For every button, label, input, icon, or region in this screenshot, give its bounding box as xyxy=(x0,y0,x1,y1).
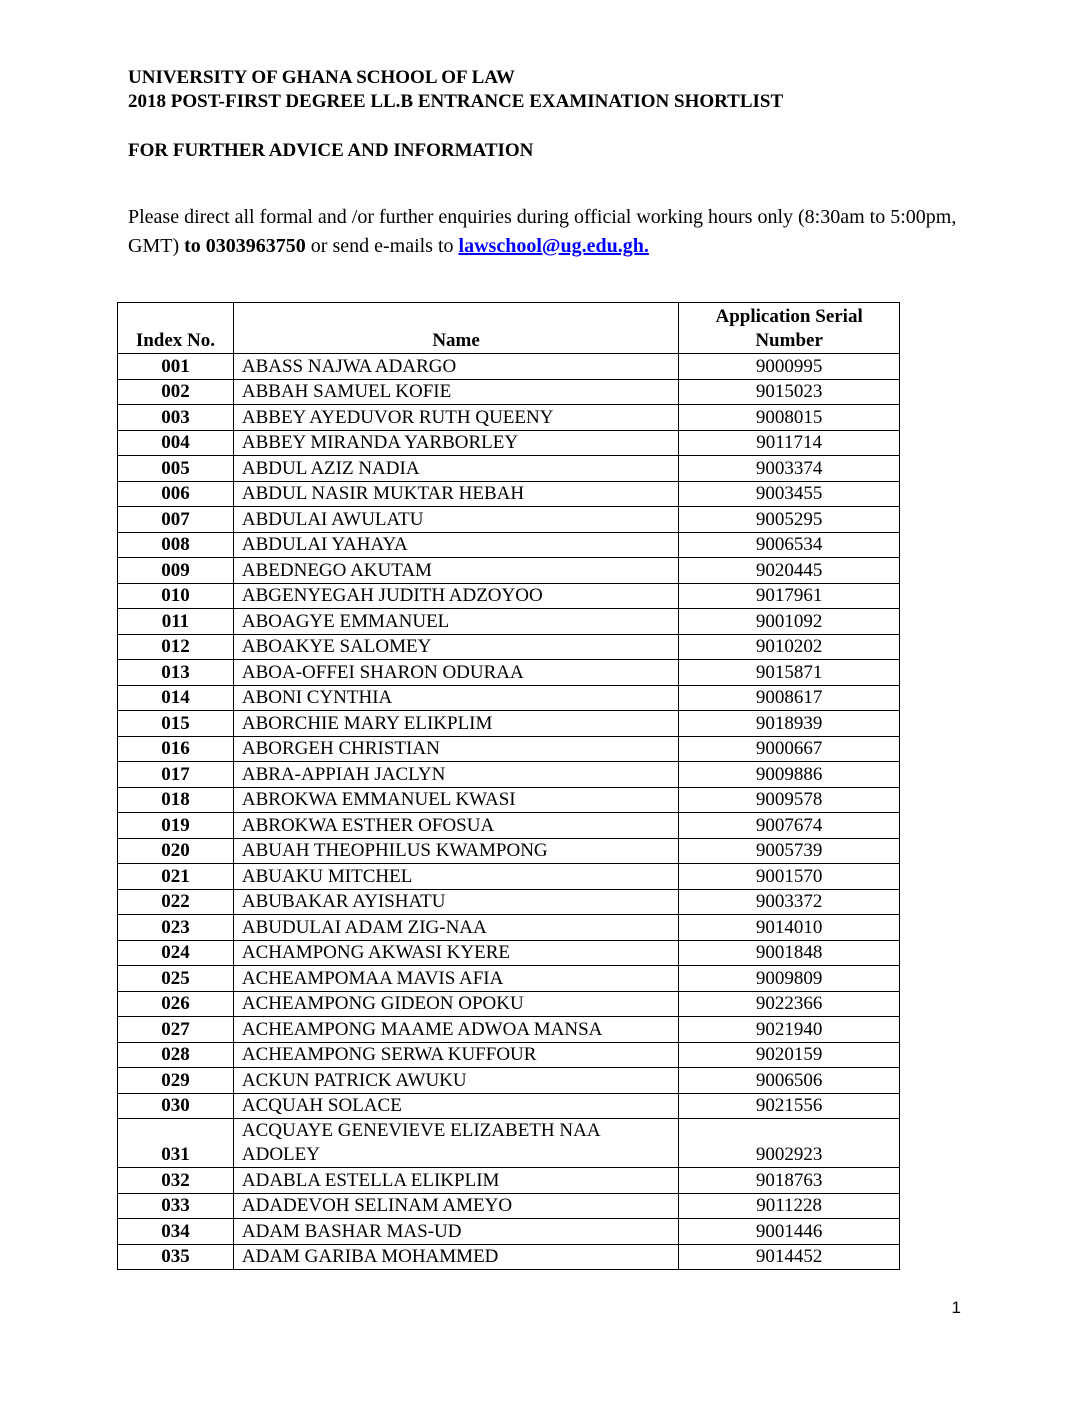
row-index: 008 xyxy=(118,532,234,558)
row-serial: 9020445 xyxy=(679,558,900,584)
row-name: ABOAGYE EMMANUEL xyxy=(233,609,678,635)
row-index: 019 xyxy=(118,813,234,839)
row-serial: 9003372 xyxy=(679,889,900,915)
row-index: 013 xyxy=(118,660,234,686)
document-subtitle: 2018 POST-FIRST DEGREE LL.B ENTRANCE EXAMINATION SHORTLIST xyxy=(128,91,784,112)
table-row xyxy=(118,711,900,737)
row-index: 031 xyxy=(118,1119,234,1168)
row-serial: 9018939 xyxy=(679,711,900,737)
row-serial: 9011228 xyxy=(679,1193,900,1219)
row-name: ACHEAMPONG MAAME ADWOA MANSA xyxy=(233,1017,678,1043)
row-name: ABASS NAJWA ADARGO xyxy=(233,354,678,380)
row-name: ACHEAMPONG GIDEON OPOKU xyxy=(233,991,678,1017)
table-row xyxy=(118,1119,900,1168)
row-name: ABUAH THEOPHILUS KWAMPONG xyxy=(233,838,678,864)
row-index: 023 xyxy=(118,915,234,941)
row-serial: 9009578 xyxy=(679,787,900,813)
phone-number: to 0303963750 xyxy=(184,235,306,257)
row-index: 016 xyxy=(118,736,234,762)
row-serial: 9009886 xyxy=(679,762,900,788)
row-name: ABORGEH CHRISTIAN xyxy=(233,736,678,762)
row-index: 028 xyxy=(118,1042,234,1068)
row-index: 010 xyxy=(118,583,234,609)
row-name: ABUAKU MITCHEL xyxy=(233,864,678,890)
row-serial: 9003374 xyxy=(679,456,900,482)
row-serial: 9018763 xyxy=(679,1168,900,1194)
row-serial: 9005295 xyxy=(679,507,900,533)
row-name: ADAM GARIBA MOHAMMED xyxy=(233,1244,678,1270)
column-header-serial: Application Serial Number xyxy=(679,303,900,354)
row-serial: 9015023 xyxy=(679,379,900,405)
row-index: 004 xyxy=(118,430,234,456)
table-row xyxy=(118,430,900,456)
row-name: ACHEAMPOMAA MAVIS AFIA xyxy=(233,966,678,992)
row-serial: 9000667 xyxy=(679,736,900,762)
row-name: ABORCHIE MARY ELIKPLIM xyxy=(233,711,678,737)
row-name: ABROKWA EMMANUEL KWASI xyxy=(233,787,678,813)
row-serial: 9008617 xyxy=(679,685,900,711)
row-name: ABOA-OFFEI SHARON ODURAA xyxy=(233,660,678,686)
row-index: 034 xyxy=(118,1219,234,1245)
row-serial: 9001446 xyxy=(679,1219,900,1245)
table-row xyxy=(118,915,900,941)
row-name: ABROKWA ESTHER OFOSUA xyxy=(233,813,678,839)
row-index: 029 xyxy=(118,1068,234,1094)
enquiry-text: Please direct all formal and /or further enquiries during official working hours only (8:30am to 5:00pm, GMT) xyxy=(128,206,957,257)
row-serial: 9002923 xyxy=(679,1119,900,1168)
page-number: 1 xyxy=(951,1298,961,1317)
table-row xyxy=(118,1068,900,1094)
row-index: 003 xyxy=(118,405,234,431)
shortlist-table xyxy=(117,302,900,1270)
row-index: 026 xyxy=(118,991,234,1017)
row-name: ABRA-APPIAH JACLYN xyxy=(233,762,678,788)
row-serial: 9006506 xyxy=(679,1068,900,1094)
row-serial: 9009809 xyxy=(679,966,900,992)
row-serial: 9008015 xyxy=(679,405,900,431)
row-serial: 9014010 xyxy=(679,915,900,941)
table-row xyxy=(118,532,900,558)
table-row xyxy=(118,507,900,533)
enquiry-paragraph xyxy=(128,203,958,261)
row-name: ABDUL NASIR MUKTAR HEBAH xyxy=(233,481,678,507)
row-name: ABBEY AYEDUVOR RUTH QUEENY xyxy=(233,405,678,431)
row-index: 015 xyxy=(118,711,234,737)
row-name: ABEDNEGO AKUTAM xyxy=(233,558,678,584)
document-title: UNIVERSITY OF GHANA SCHOOL OF LAW xyxy=(128,67,515,88)
row-name: ABDULAI AWULATU xyxy=(233,507,678,533)
row-name: ABBAH SAMUEL KOFIE xyxy=(233,379,678,405)
table-row xyxy=(118,481,900,507)
row-serial: 9020159 xyxy=(679,1042,900,1068)
row-serial: 9017961 xyxy=(679,583,900,609)
row-index: 006 xyxy=(118,481,234,507)
row-serial: 9001570 xyxy=(679,864,900,890)
row-name: ABDUL AZIZ NADIA xyxy=(233,456,678,482)
column-header-index: Index No. xyxy=(118,303,234,354)
row-index: 033 xyxy=(118,1193,234,1219)
table-row xyxy=(118,864,900,890)
row-name: ABUBAKAR AYISHATU xyxy=(233,889,678,915)
table-row xyxy=(118,940,900,966)
row-name: ABDULAI YAHAYA xyxy=(233,532,678,558)
section-title: FOR FURTHER ADVICE AND INFORMATION xyxy=(128,140,534,161)
row-serial: 9021556 xyxy=(679,1093,900,1119)
row-index: 035 xyxy=(118,1244,234,1270)
row-serial: 9021940 xyxy=(679,1017,900,1043)
row-serial: 9022366 xyxy=(679,991,900,1017)
email-link[interactable]: lawschool@ug.edu.gh. xyxy=(458,235,649,257)
table-body xyxy=(118,354,900,1270)
table-row xyxy=(118,838,900,864)
row-serial: 9014452 xyxy=(679,1244,900,1270)
row-name: ADAM BASHAR MAS-UD xyxy=(233,1219,678,1245)
table-row xyxy=(118,583,900,609)
table-row xyxy=(118,1017,900,1043)
table-row xyxy=(118,787,900,813)
row-index: 022 xyxy=(118,889,234,915)
table-row xyxy=(118,1042,900,1068)
column-header-name: Name xyxy=(233,303,678,354)
row-name: ABBEY MIRANDA YARBORLEY xyxy=(233,430,678,456)
row-name: ACHEAMPONG SERWA KUFFOUR xyxy=(233,1042,678,1068)
table-row xyxy=(118,634,900,660)
row-index: 014 xyxy=(118,685,234,711)
table-row xyxy=(118,1244,900,1270)
row-serial: 9000995 xyxy=(679,354,900,380)
table-row xyxy=(118,354,900,380)
row-index: 027 xyxy=(118,1017,234,1043)
row-index: 025 xyxy=(118,966,234,992)
table-row xyxy=(118,609,900,635)
table-row xyxy=(118,379,900,405)
row-serial: 9005739 xyxy=(679,838,900,864)
table-row xyxy=(118,1193,900,1219)
row-index: 011 xyxy=(118,609,234,635)
row-index: 024 xyxy=(118,940,234,966)
row-index: 002 xyxy=(118,379,234,405)
table-row xyxy=(118,405,900,431)
table-row xyxy=(118,889,900,915)
table-row xyxy=(118,1093,900,1119)
row-index: 021 xyxy=(118,864,234,890)
row-name: ADABLA ESTELLA ELIKPLIM xyxy=(233,1168,678,1194)
row-index: 005 xyxy=(118,456,234,482)
row-index: 012 xyxy=(118,634,234,660)
row-name: ABOAKYE SALOMEY xyxy=(233,634,678,660)
row-name: ACKUN PATRICK AWUKU xyxy=(233,1068,678,1094)
table-header-row xyxy=(118,303,900,354)
table-row xyxy=(118,991,900,1017)
row-index: 018 xyxy=(118,787,234,813)
row-serial: 9007674 xyxy=(679,813,900,839)
row-name: ABONI CYNTHIA xyxy=(233,685,678,711)
row-serial: 9003455 xyxy=(679,481,900,507)
row-index: 020 xyxy=(118,838,234,864)
table-row xyxy=(118,456,900,482)
row-index: 032 xyxy=(118,1168,234,1194)
row-serial: 9001092 xyxy=(679,609,900,635)
row-serial: 9011714 xyxy=(679,430,900,456)
row-serial: 9010202 xyxy=(679,634,900,660)
table-row xyxy=(118,558,900,584)
row-name: ACQUAYE GENEVIEVE ELIZABETH NAA ADOLEY xyxy=(233,1119,678,1168)
row-index: 017 xyxy=(118,762,234,788)
row-index: 030 xyxy=(118,1093,234,1119)
table-row xyxy=(118,966,900,992)
row-name: ABUDULAI ADAM ZIG-NAA xyxy=(233,915,678,941)
row-name: ACQUAH SOLACE xyxy=(233,1093,678,1119)
row-serial: 9006534 xyxy=(679,532,900,558)
row-name: ACHAMPONG AKWASI KYERE xyxy=(233,940,678,966)
row-serial: 9015871 xyxy=(679,660,900,686)
row-name: ADADEVOH SELINAM AMEYO xyxy=(233,1193,678,1219)
table-row xyxy=(118,685,900,711)
table-row xyxy=(118,1219,900,1245)
table-row xyxy=(118,813,900,839)
table-row xyxy=(118,762,900,788)
row-index: 007 xyxy=(118,507,234,533)
row-index: 001 xyxy=(118,354,234,380)
table-row xyxy=(118,736,900,762)
row-name: ABGENYEGAH JUDITH ADZOYOO xyxy=(233,583,678,609)
row-serial: 9001848 xyxy=(679,940,900,966)
row-index: 009 xyxy=(118,558,234,584)
table-row xyxy=(118,1168,900,1194)
table-row xyxy=(118,660,900,686)
enquiry-text-email: or send e-mails to xyxy=(305,235,459,257)
